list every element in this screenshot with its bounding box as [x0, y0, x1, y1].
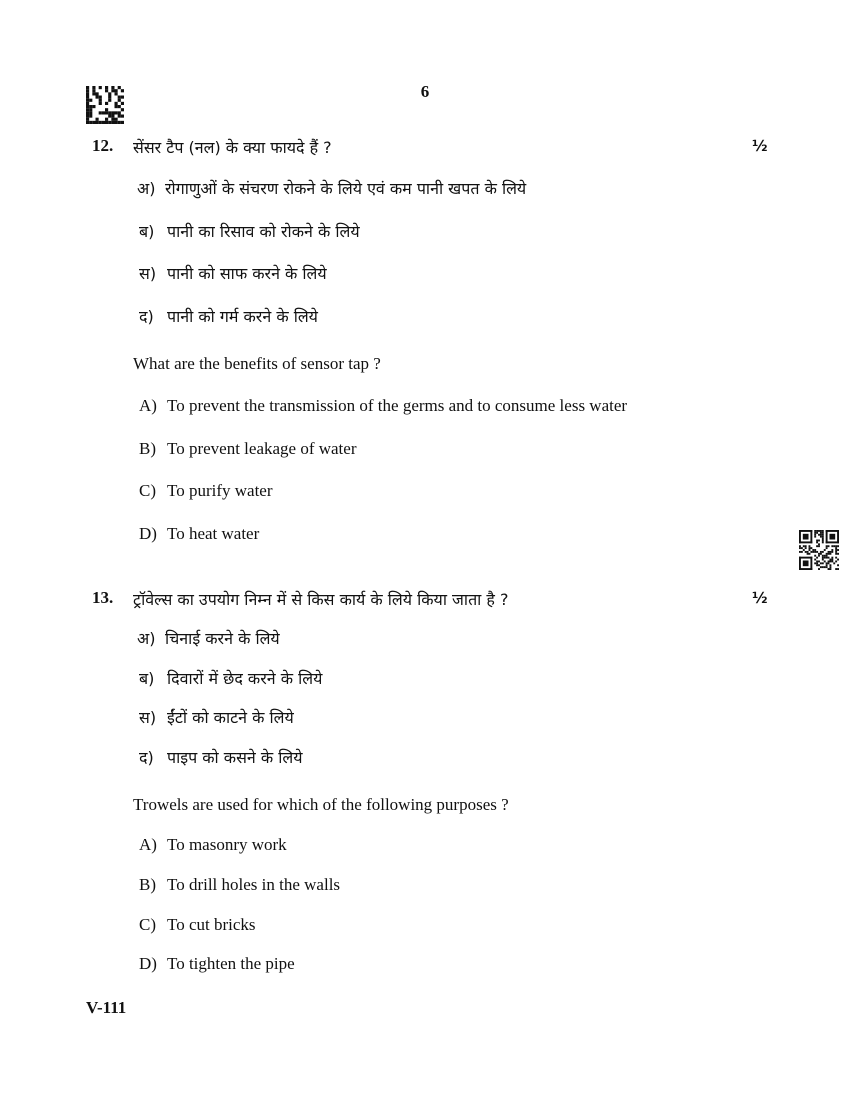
question-marks: ½ — [752, 589, 768, 607]
option-label: ब) — [139, 669, 155, 688]
option-text: पानी को साफ करने के लिये — [167, 264, 327, 283]
option-text: ईंटों को काटने के लिये — [167, 708, 294, 727]
option-label: C) — [139, 481, 156, 500]
option-label: अ) — [137, 179, 156, 198]
paper-code: V-111 — [86, 998, 127, 1017]
option-label: A) — [139, 396, 157, 415]
option-label: B) — [139, 439, 156, 458]
question-text-hindi: सेंसर टैप (नल) के क्या फायदे हैं ? — [133, 138, 332, 157]
option-text: पानी का रिसाव को रोकने के लिये — [167, 222, 360, 241]
option-label: ब) — [139, 222, 155, 241]
option-text: रोगाणुओं के संचरण रोकने के लिये एवं कम पानी खपत के लिये — [165, 179, 527, 198]
option-text: To purify water — [167, 481, 273, 500]
option-english-d — [139, 524, 259, 544]
question-marks: ½ — [752, 137, 768, 155]
option-text: To drill holes in the walls — [167, 875, 341, 894]
option-label: द) — [139, 307, 154, 326]
option-english-a — [139, 835, 287, 855]
option-english-c — [139, 481, 273, 501]
option-text: पानी को गर्म करने के लिये — [167, 307, 318, 326]
option-label: स) — [139, 264, 157, 283]
option-hindi-d — [139, 305, 318, 327]
option-hindi-c — [139, 706, 294, 728]
option-english-c — [139, 915, 256, 935]
option-label: अ) — [137, 629, 156, 648]
option-text: दिवारों में छेद करने के लिये — [167, 669, 323, 688]
option-text: To masonry work — [167, 835, 287, 854]
option-hindi-b — [139, 667, 322, 689]
page-number: 6 — [420, 82, 430, 101]
option-hindi-c — [139, 262, 327, 284]
option-label: B) — [139, 875, 156, 894]
option-text: To heat water — [167, 524, 260, 543]
option-text: To tighten the pipe — [167, 954, 295, 973]
question-text-english: What are the benefits of sensor tap ? — [133, 354, 381, 373]
option-hindi-b — [139, 220, 360, 242]
question-text-hindi: ट्रॉवेल्स का उपयोग निम्न में से किस कार्य के लिये किया जाता है ? — [133, 590, 509, 609]
option-hindi-d — [139, 746, 303, 768]
option-label: स) — [139, 708, 157, 727]
option-text: पाइप को कसने के लिये — [167, 748, 303, 767]
option-text: To prevent the transmission of the germs and to consume less water — [167, 396, 628, 415]
option-english-a — [139, 396, 627, 416]
option-label: द) — [139, 748, 154, 767]
option-hindi-a — [137, 177, 526, 199]
option-text: चिनाई करने के लिये — [165, 629, 280, 648]
option-label: D) — [139, 954, 157, 973]
option-english-b — [139, 439, 357, 459]
option-hindi-a — [137, 627, 280, 649]
option-text: To cut bricks — [167, 915, 256, 934]
option-english-b — [139, 875, 340, 895]
option-english-d — [139, 954, 295, 974]
option-label: C) — [139, 915, 156, 934]
qr-code — [799, 530, 839, 570]
question-number: 13. — [92, 588, 114, 607]
option-label: D) — [139, 524, 157, 543]
option-text: To prevent leakage of water — [167, 439, 357, 458]
option-label: A) — [139, 835, 157, 854]
question-text-english: Trowels are used for which of the following purposes ? — [133, 795, 509, 814]
question-number: 12. — [92, 136, 114, 155]
